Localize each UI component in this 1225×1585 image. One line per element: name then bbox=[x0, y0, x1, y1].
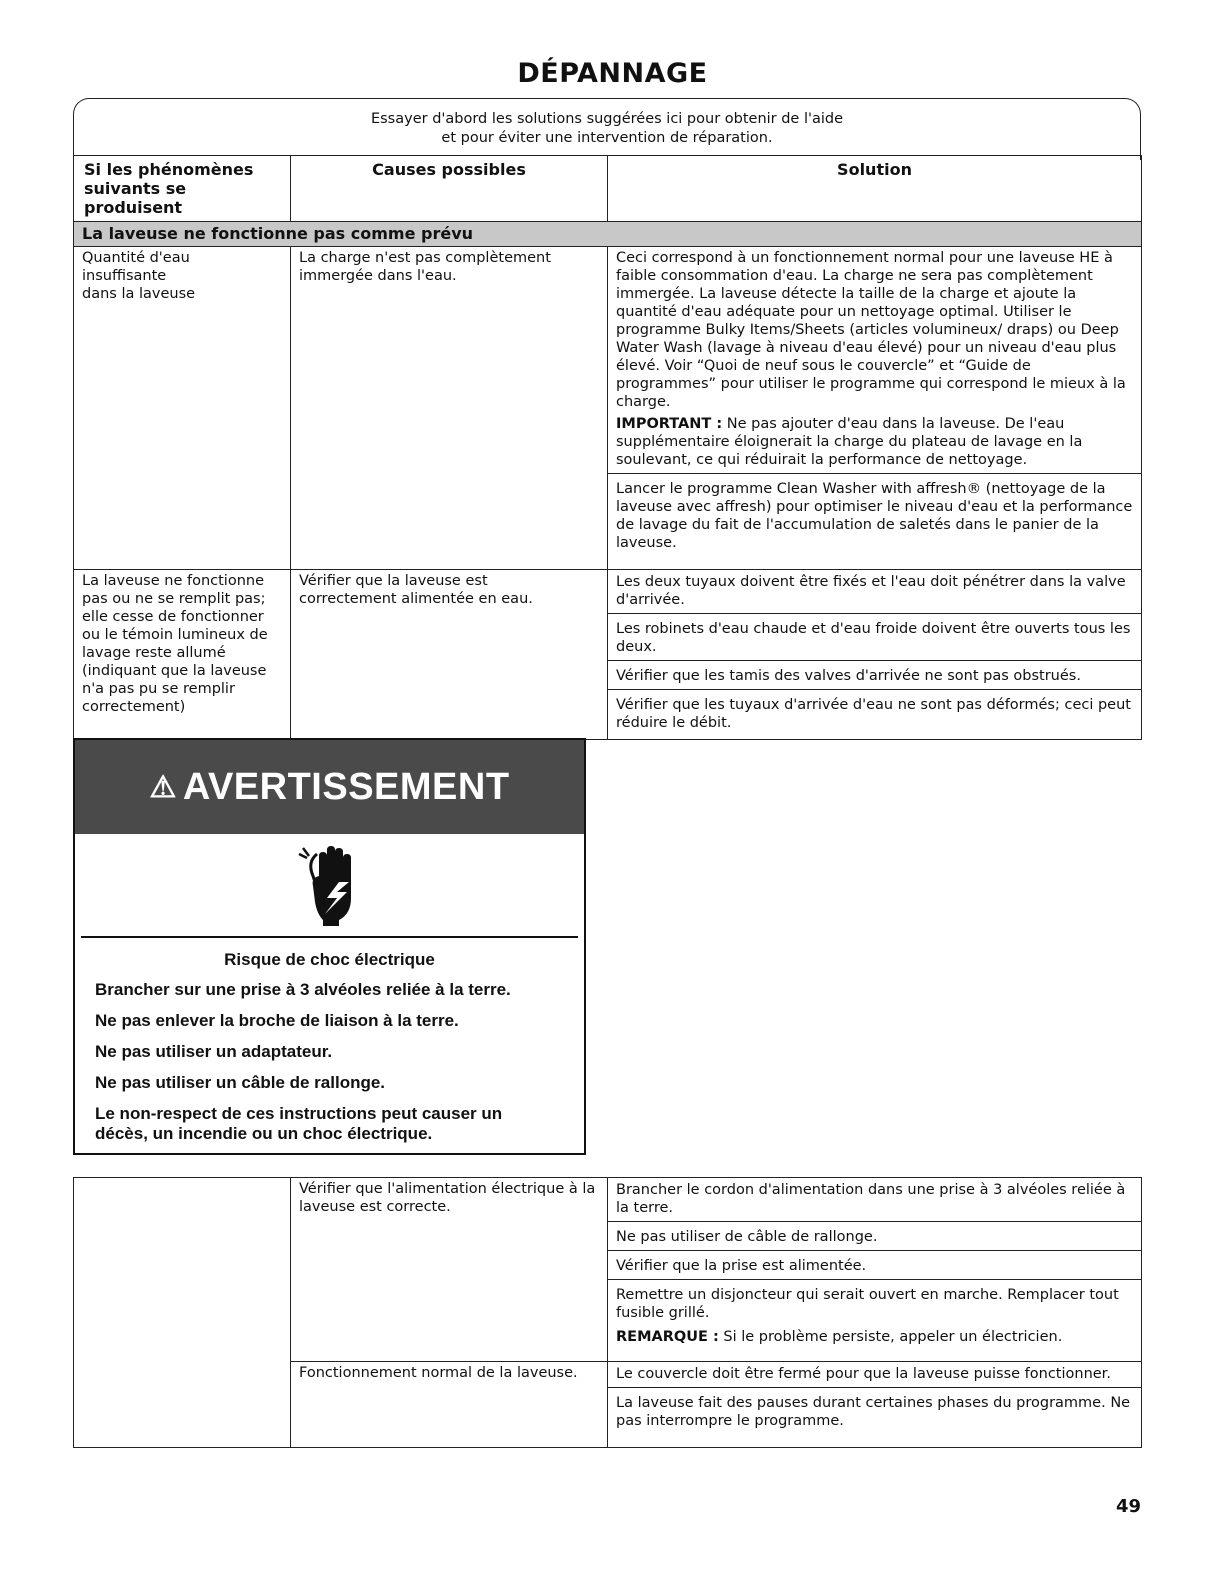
warning-header bbox=[75, 740, 584, 834]
solution-text: Le couvercle doit être fermé pour que la laveuse puisse fonctionner. bbox=[608, 1362, 1141, 1388]
cause-cell: La charge n'est pas complètement immergée dans l'eau. bbox=[291, 247, 608, 570]
solution-cell bbox=[608, 247, 1142, 570]
header-causes: Causes possibles bbox=[291, 156, 608, 222]
remark-note bbox=[608, 1324, 1141, 1350]
table-row bbox=[74, 570, 1142, 740]
intro-text bbox=[73, 110, 1141, 148]
warning-line: Ne pas enlever la broche de liaison à la terre. bbox=[95, 1011, 459, 1030]
symptom-cell: Quantité d'eau insuffisante dans la laveuse bbox=[74, 247, 291, 570]
solution-cell bbox=[608, 570, 1142, 740]
solution-text: Vérifier que les tamis des valves d'arrivée ne sont pas obstrués. bbox=[608, 661, 1141, 690]
important-note bbox=[608, 415, 1141, 474]
cause-cell: Fonctionnement normal de la laveuse. bbox=[291, 1362, 608, 1448]
solution-text: Ceci correspond à un fonctionnement normal pour une laveuse HE à faible consommation d'eau. La charge ne sera pas complètement immergée. La laveuse détecte la taille de la charge et ajoute la quantité d'eau adéquate pour un nettoyage optimal. Utiliser le programme Bulky Items/Sheets (articles volumineux/ draps) ou Deep Water Wash (lavage à niveau d'eau élevé) pour un niveau d'eau plus élevé. Voir “Quoi de neuf sous le couvercle” et “Guide de programmes” pour utiliser le programme qui correspond le mieux à la charge. bbox=[616, 250, 1126, 410]
troubleshooting-table-continued bbox=[73, 1177, 1142, 1448]
remark-text: Si le problème persiste, appeler un électricien. bbox=[718, 1329, 1063, 1345]
important-text: Ne pas ajouter d'eau dans la laveuse. De l'eau supplémentaire éloignerait la charge du plateau de lavage en la soulevant, ce qui réduirait la performance de nettoyage. bbox=[616, 416, 1083, 468]
cause-cell: Vérifier que la laveuse est correctement alimentée en eau. bbox=[291, 570, 608, 740]
solution-cell bbox=[608, 1362, 1142, 1448]
important-label: IMPORTANT : bbox=[616, 416, 723, 432]
section-title: La laveuse ne fonctionne pas comme prévu bbox=[74, 222, 1142, 247]
page-number: 49 bbox=[1116, 1496, 1142, 1517]
solution-text: Les deux tuyaux doivent être fixés et l'eau doit pénétrer dans la valve d'arrivée. bbox=[608, 570, 1141, 614]
table-row bbox=[74, 247, 1142, 570]
symptom-cell bbox=[74, 1178, 291, 1448]
warning-line: Ne pas utiliser un adaptateur. bbox=[95, 1042, 333, 1061]
electric-shock-hand-icon bbox=[81, 834, 578, 938]
warning-text bbox=[75, 938, 584, 1161]
solution-text: Lancer le programme Clean Washer with affresh® (nettoyage de la laveuse avec affresh) pour optimiser le niveau d'eau et la performance de lavage du fait de l'accumulation de saletés dans le panier de la laveuse. bbox=[616, 481, 1133, 551]
solution-text: Vérifier que les tuyaux d'arrivée d'eau ne sont pas déformés; ceci peut réduire le débit. bbox=[616, 697, 1131, 731]
header-solution: Solution bbox=[608, 156, 1142, 222]
header-symptoms: Si les phénomènes suivants se produisent bbox=[74, 156, 291, 222]
warning-box bbox=[73, 738, 586, 1155]
page-title: DÉPANNAGE bbox=[517, 58, 708, 89]
table-header-row bbox=[74, 156, 1142, 222]
warning-heading: AVERTISSEMENT bbox=[182, 765, 510, 808]
remark-label: REMARQUE : bbox=[616, 1329, 719, 1345]
intro-line-1: Essayer d'abord les solutions suggérées ici pour obtenir de l'aide bbox=[370, 111, 844, 127]
warning-line: Ne pas utiliser un câble de rallonge. bbox=[95, 1073, 386, 1092]
table-row bbox=[74, 1178, 1142, 1362]
warning-line: Brancher sur une prise à 3 alvéoles reliée à la terre. bbox=[95, 980, 511, 999]
warning-subtitle: Risque de choc électrique bbox=[224, 950, 435, 969]
solution-text: Les robinets d'eau chaude et d'eau froide doivent être ouverts tous les deux. bbox=[608, 614, 1141, 661]
solution-text: La laveuse fait des pauses durant certaines phases du programme. Ne pas interrompre le programme. bbox=[616, 1395, 1131, 1429]
warning-triangle-icon: ⚠ bbox=[149, 770, 177, 804]
solution-text: Vérifier que la prise est alimentée. bbox=[608, 1251, 1141, 1280]
warning-line: Le non-respect de ces instructions peut causer un décès, un incendie ou un choc électrique. bbox=[95, 1104, 503, 1143]
intro-line-2: et pour éviter une intervention de réparation. bbox=[441, 130, 773, 146]
symptom-cell: La laveuse ne fonctionne pas ou ne se remplit pas; elle cesse de fonctionner ou le témoin lumineux de lavage reste allumé (indiquant que la laveuse n'a pas pu se remplir correctement) bbox=[74, 570, 291, 740]
solution-text: Brancher le cordon d'alimentation dans une prise à 3 alvéoles reliée à la terre. bbox=[608, 1178, 1141, 1222]
solution-text: Ne pas utiliser de câble de rallonge. bbox=[608, 1222, 1141, 1251]
solution-cell bbox=[608, 1178, 1142, 1362]
solution-text: Remettre un disjoncteur qui serait ouvert en marche. Remplacer tout fusible grillé. bbox=[616, 1287, 1119, 1321]
section-row bbox=[74, 222, 1142, 247]
troubleshooting-table bbox=[73, 155, 1142, 740]
cause-cell: Vérifier que l'alimentation électrique à la laveuse est correcte. bbox=[291, 1178, 608, 1362]
